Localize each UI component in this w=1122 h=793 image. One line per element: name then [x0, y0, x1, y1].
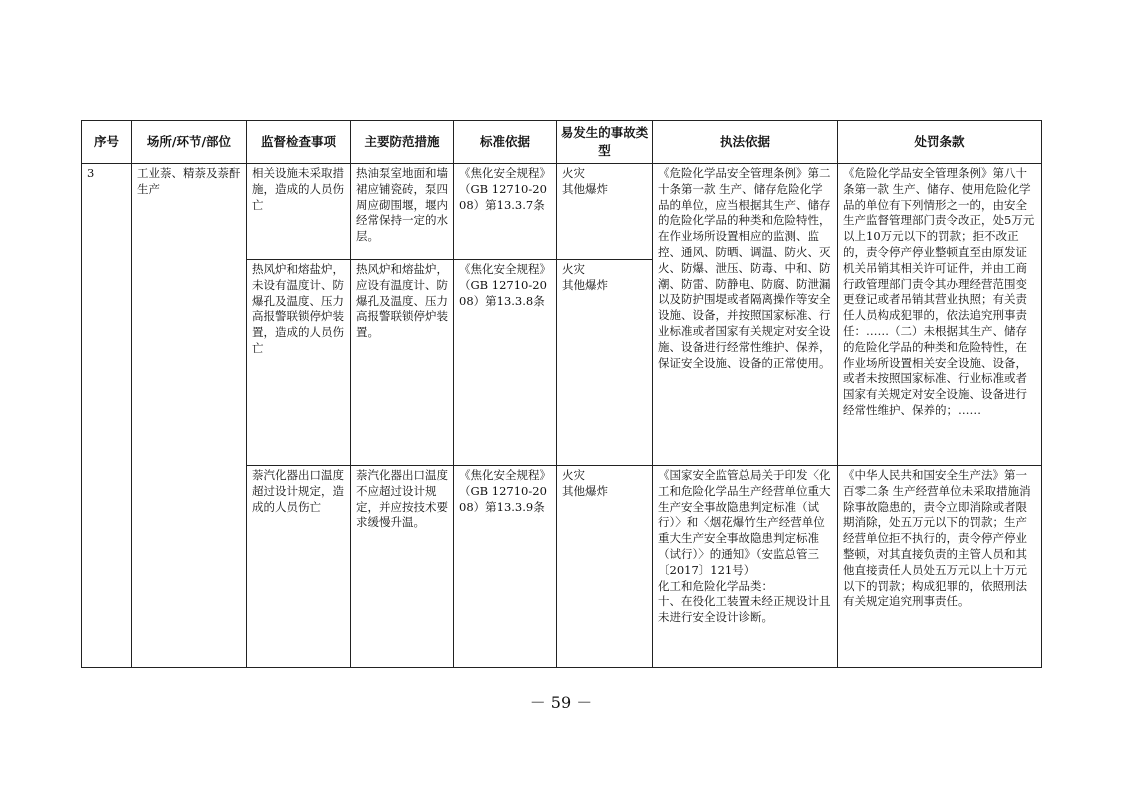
header-location: 场所/环节/部位: [132, 121, 247, 164]
header-standard: 标准依据: [454, 121, 557, 164]
accident-cell: 火灾 其他爆炸: [557, 164, 653, 260]
page-number: － 59 －: [529, 693, 593, 712]
law-basis-cell: 《危险化学品安全管理条例》第二十条第一款 生产、储存危险化学品的单位，应当根据其生产、储存的危险化学品的种类和危险特性，在作业场所设置相应的监测、监控、通风、防晒、调温、防火、灭火、防爆、泄压、防毒、中和、防潮、防雷、防静电、防腐、防泄漏以及防护围堤或者隔离操作等安全设施、设备，并按照国家标准、行业标准或者国家有关规定对安全设施、设备进行经常性维护、保养，保证安全设施、设备的正常使用。: [653, 164, 838, 466]
item-cell: 萘汽化器出口温度超过设计规定，造成的人员伤亡: [247, 466, 351, 668]
standard-cell: 《焦化安全规程》（GB 12710-2008）第13.3.9条: [454, 466, 557, 668]
header-serial: 序号: [82, 121, 132, 164]
header-accident: 易发生的事故类型: [557, 121, 653, 164]
measure-cell: 热油泵室地面和墙裙应铺瓷砖，泵四周应砌围堰，堰内经常保持一定的水层。: [351, 164, 454, 260]
accident-cell: 火灾 其他爆炸: [557, 466, 653, 668]
measure-cell: 热风炉和熔盐炉，应设有温度计、防爆孔及温度、压力高报警联锁停炉装置。: [351, 260, 454, 466]
penalty-cell: 《中华人民共和国安全生产法》第一百零二条 生产经营单位未采取措施消除事故隐患的，责令立即消除或者限期消除，处五万元以下的罚款；生产经营单位拒不执行的，责令停产停业整顿，对其直接负责的主管人员和其他直接责任人员处五万元以上十万元以下的罚款；构成犯罪的，依照刑法有关规定追究刑事责任。: [838, 466, 1042, 668]
item-cell: 相关设施未采取措施，造成的人员伤亡: [247, 164, 351, 260]
header-item: 监督检查事项: [247, 121, 351, 164]
item-cell: 热风炉和熔盐炉，未设有温度计、防爆孔及温度、压力高报警联锁停炉装置，造成的人员伤亡: [247, 260, 351, 466]
table-row: [82, 164, 1042, 260]
header-penalty: 处罚条款: [838, 121, 1042, 164]
accident-cell: 火灾 其他爆炸: [557, 260, 653, 466]
standard-cell: 《焦化安全规程》（GB 12710-2008）第13.3.7条: [454, 164, 557, 260]
regulation-table: [81, 120, 1042, 668]
measure-cell: 萘汽化器出口温度不应超过设计规定，并应按技术要求缓慢升温。: [351, 466, 454, 668]
location-cell: 工业萘、精萘及萘酐生产: [132, 164, 247, 668]
header-measure: 主要防范措施: [351, 121, 454, 164]
header-law-basis: 执法依据: [653, 121, 838, 164]
law-basis-cell: 《国家安全监管总局关于印发〈化工和危险化学品生产经营单位重大生产安全事故隐患判定标准（试行）〉和〈烟花爆竹生产经营单位重大生产安全事故隐患判定标准（试行）〉的通知》（安监总管三〔2017〕121号） 化工和危险化学品类： 十、在役化工装置未经正规设计且未进行安全设计诊断。: [653, 466, 838, 668]
serial-cell: 3: [82, 164, 132, 668]
standard-cell: 《焦化安全规程》（GB 12710-2008）第13.3.8条: [454, 260, 557, 466]
header-row: [82, 121, 1042, 164]
penalty-cell: 《危险化学品安全管理条例》第八十条第一款 生产、储存、使用危险化学品的单位有下列情形之一的，由安全生产监督管理部门责令改正，处5万元以上10万元以下的罚款；拒不改正的，责令停产停业整顿直至由原发证机关吊销其相关许可证件，并由工商行政管理部门责令其办理经营范围变更登记或者吊销其营业执照；有关责任人员构成犯罪的，依法追究刑事责任：……（二）未根据其生产、储存的危险化学品的种类和危险特性，在作业场所设置相关安全设施、设备，或者未按照国家标准、行业标准或者国家有关规定对安全设施、设备进行经常性维护、保养的；……: [838, 164, 1042, 466]
